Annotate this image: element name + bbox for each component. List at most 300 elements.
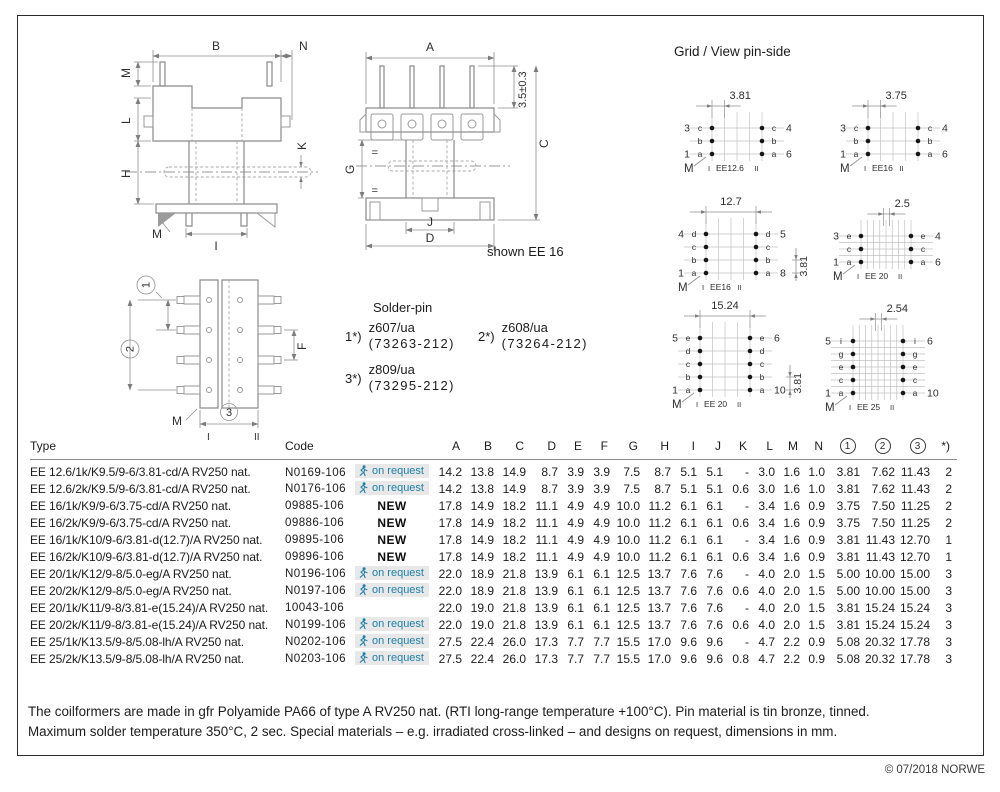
on-request-badge[interactable] <box>355 464 429 478</box>
svg-text:8: 8 <box>780 267 786 280</box>
cell-value: 8.7 <box>541 465 558 479</box>
on-request-label: on request <box>372 566 424 579</box>
svg-text:c: c <box>765 242 771 252</box>
svg-text:EE 25: EE 25 <box>857 402 881 412</box>
running-man-icon <box>358 618 368 630</box>
svg-text:d: d <box>765 229 771 239</box>
dim-label-K: K <box>295 141 309 150</box>
cell-value: - <box>745 634 749 649</box>
table-header-row <box>30 438 957 460</box>
cell-value: 22.4 <box>470 651 494 666</box>
cell-value: 18.2 <box>502 515 526 530</box>
svg-text:g: g <box>838 349 844 359</box>
cell-value: 6.1 <box>567 617 584 632</box>
cell-code: N0203-106 <box>285 652 346 665</box>
svg-text:a: a <box>853 149 859 159</box>
cell-value: 3 <box>945 600 952 615</box>
svg-text:d: d <box>691 229 697 239</box>
equals-mark-1: = <box>371 147 378 159</box>
svg-text:c: c <box>920 244 926 254</box>
table-row <box>30 565 957 582</box>
dim-label-C: C <box>537 139 551 148</box>
on-request-label: on request <box>372 481 424 494</box>
cell-value: 0.6 <box>732 617 749 632</box>
on-request-label: on request <box>372 651 424 664</box>
col-header-K: K <box>728 438 754 460</box>
cell-value: 3 <box>945 566 952 581</box>
cell-value: 6.1 <box>567 583 584 598</box>
cell-value: 7.7 <box>593 651 610 666</box>
cell-badge <box>349 582 435 599</box>
cell-value: 3.75 <box>836 498 860 513</box>
svg-text:6: 6 <box>774 332 780 345</box>
svg-text:4: 4 <box>942 122 948 135</box>
svg-text:3.75: 3.75 <box>885 90 907 102</box>
cell-value: 1.0 <box>808 465 825 479</box>
cell-value: 1 <box>945 549 952 564</box>
cell-type: EE 16/1k/K9/9-6/3.75-cd/A RV250 nat. <box>30 498 231 513</box>
solder-pin-item <box>345 362 455 395</box>
cell-value: 5.1 <box>680 465 697 479</box>
cell-value: 5.08 <box>836 634 860 649</box>
cell-value: 17.78 <box>900 634 931 649</box>
cell-value: 10.0 <box>616 498 640 513</box>
cell-value: 3.9 <box>593 465 610 479</box>
cell-value: 14.2 <box>438 481 462 496</box>
cell-value: 13.7 <box>647 617 671 632</box>
cell-value: 19.0 <box>470 617 494 632</box>
svg-text:b: b <box>697 136 703 146</box>
cell-value: 0.9 <box>808 549 825 564</box>
cell-value: 2 <box>945 515 952 530</box>
svg-text:2.54: 2.54 <box>886 303 909 315</box>
svg-text:b: b <box>685 372 691 382</box>
col-header-star: *) <box>935 438 957 460</box>
cell-type: EE 16/2k/K9/9-6/3.75-cd/A RV250 nat. <box>30 515 231 530</box>
svg-text:M: M <box>684 163 694 175</box>
cell-type: EE 20/2k/K12/9-8/5.0-eg/A RV250 nat. <box>30 583 232 598</box>
solder-name: z608/ua <box>501 320 548 335</box>
cell-value: 5.00 <box>836 583 860 598</box>
svg-text:c: c <box>771 123 777 133</box>
cell-value: 17.3 <box>534 651 558 666</box>
cell-value: 3 <box>945 617 952 632</box>
svg-text:d: d <box>685 346 691 356</box>
cell-value: - <box>745 566 749 581</box>
cell-value: 11.25 <box>900 498 930 513</box>
cell-value: 14.9 <box>470 549 494 564</box>
cell-value: 14.9 <box>470 532 494 547</box>
cell-value: 17.3 <box>534 634 558 649</box>
svg-text:a: a <box>765 268 771 278</box>
solder-name: z809/ua <box>368 362 415 377</box>
svg-text:4: 4 <box>678 228 684 241</box>
cell-value: 12.5 <box>616 583 640 598</box>
cell-value: 6.1 <box>593 583 610 598</box>
cell-value: 0.9 <box>808 515 825 530</box>
cell-value: 6.1 <box>680 498 697 513</box>
cell-value: 1 <box>945 532 952 547</box>
shown-variant-label: shown EE 16 <box>487 244 564 259</box>
dim-label-M-bottom: M <box>152 227 162 241</box>
grid-diagram-ee12-6 <box>650 82 822 185</box>
cell-value: 14.9 <box>470 498 494 513</box>
cell-value: 5.00 <box>836 566 860 581</box>
svg-text:e: e <box>838 362 844 372</box>
cell-value: 2 <box>945 498 952 513</box>
svg-text:c: c <box>759 359 765 369</box>
cell-value: 9.6 <box>680 634 697 649</box>
cell-code: 10043-106 <box>285 601 345 614</box>
svg-text:M: M <box>672 399 682 411</box>
cell-value: 6.1 <box>593 566 610 581</box>
svg-text:EE12.6: EE12.6 <box>716 163 744 173</box>
col-header-H: H <box>645 438 676 460</box>
solder-code: (73264-212) <box>501 336 588 352</box>
cell-value: 1.6 <box>783 498 800 513</box>
table-row <box>30 599 957 616</box>
cell-value: 8.7 <box>654 465 671 479</box>
cell-value: 12.70 <box>900 549 931 564</box>
cell-value: 13.7 <box>647 583 671 598</box>
cell-value: 0.9 <box>808 651 825 666</box>
cell-value: 2.0 <box>783 617 800 632</box>
solder-ref: 3*) <box>345 370 362 386</box>
new-badge: NEW <box>377 532 407 547</box>
cell-value: 17.8 <box>438 515 462 530</box>
svg-text:6: 6 <box>935 256 941 269</box>
dim-label-F: F <box>295 342 309 350</box>
drawing-pin-side-view <box>112 252 342 442</box>
cell-value: 13.7 <box>647 566 671 581</box>
on-request-badge[interactable] <box>355 634 429 648</box>
solder-pin-item <box>345 320 455 353</box>
svg-text:c: c <box>912 375 918 385</box>
cell-value: 27.5 <box>438 651 462 666</box>
cell-value: 6.1 <box>706 532 723 547</box>
cell-value: 21.8 <box>502 600 526 615</box>
cell-value: 12.5 <box>616 566 640 581</box>
svg-text:EE16: EE16 <box>872 163 893 173</box>
svg-text:5: 5 <box>672 332 678 345</box>
dim-label-N: N <box>299 39 308 53</box>
cell-value: 6.1 <box>593 600 610 615</box>
cell-value: 2.2 <box>783 651 800 666</box>
cell-value: 3.4 <box>758 532 775 547</box>
cell-value: 22.0 <box>438 600 462 615</box>
cell-value: 3.81 <box>836 532 860 547</box>
cell-value: 3 <box>945 651 952 666</box>
cell-value: 4.9 <box>567 532 584 547</box>
cell-value: 4.9 <box>567 549 584 564</box>
cell-value: 1.6 <box>783 465 800 479</box>
cell-value: 7.62 <box>871 481 895 496</box>
cell-value: 18.2 <box>502 498 526 513</box>
cell-badge <box>349 531 435 548</box>
circled-dim-3: 3 <box>225 407 233 419</box>
cell-value: 7.50 <box>871 498 895 513</box>
cell-value: 22.0 <box>438 617 462 632</box>
new-badge: NEW <box>377 549 407 564</box>
cell-value: 3.81 <box>836 617 860 632</box>
svg-text:1: 1 <box>840 148 846 161</box>
svg-text:15.24: 15.24 <box>711 300 739 312</box>
cell-value: 22.0 <box>438 566 462 581</box>
svg-text:b: b <box>771 136 777 146</box>
svg-text:a: a <box>759 385 765 395</box>
dimension-table-container <box>30 438 957 667</box>
cell-value: 11.25 <box>900 515 930 530</box>
cell-value: 21.8 <box>502 566 526 581</box>
cell-value: 11.2 <box>648 549 671 564</box>
cell-value: 7.6 <box>706 583 723 598</box>
cell-value: 3.75 <box>836 515 860 530</box>
table-row <box>30 650 957 667</box>
solder-ref: 2*) <box>478 328 495 344</box>
cell-value: 20.32 <box>865 651 896 666</box>
cell-value: 12.70 <box>900 532 931 547</box>
col-header-N: N <box>805 438 830 460</box>
cell-value: 1.5 <box>808 583 825 598</box>
cell-value: 26.0 <box>502 634 526 649</box>
svg-text:5: 5 <box>825 335 831 348</box>
cell-value: 7.6 <box>706 617 723 632</box>
cell-value: 4.9 <box>593 515 610 530</box>
cell-code: N0169-106 <box>285 465 346 479</box>
solder-code: (73263-212) <box>368 336 455 352</box>
cell-value: 0.9 <box>808 634 825 649</box>
cell-value: 6.1 <box>706 515 723 530</box>
cell-value: 7.50 <box>871 515 895 530</box>
copyright-footer: © 07/2018 NORWE <box>884 764 985 776</box>
solder-pin-item <box>478 320 588 353</box>
cell-code: N0176-106 <box>285 482 346 495</box>
cell-value: 2 <box>945 465 952 479</box>
solder-name: z607/ua <box>368 320 415 335</box>
svg-text:i: i <box>840 336 842 346</box>
cell-value: 17.8 <box>438 549 462 564</box>
on-request-badge[interactable] <box>355 481 429 495</box>
svg-text:I: I <box>696 400 699 409</box>
cell-value: 10.00 <box>865 583 896 598</box>
col-header-C: C <box>499 438 531 460</box>
cell-value: 19.0 <box>470 600 494 615</box>
cell-value: 1.6 <box>783 532 800 547</box>
cell-value: 7.5 <box>623 465 640 479</box>
cell-value: 3.4 <box>758 549 775 564</box>
col-header-circled-1: 1 <box>830 438 865 460</box>
cell-value: 20.32 <box>865 634 896 649</box>
table-row <box>30 497 957 514</box>
cell-value: 13.8 <box>470 481 494 496</box>
svg-text:EE 20: EE 20 <box>865 271 889 281</box>
cell-value: 3.9 <box>567 465 584 479</box>
cell-value: 13.9 <box>534 600 558 615</box>
svg-text:c: c <box>853 123 859 133</box>
cell-value: 6.1 <box>680 532 697 547</box>
col-header-L: L <box>754 438 780 460</box>
svg-text:I: I <box>708 164 711 173</box>
cell-value: 13.9 <box>534 617 558 632</box>
cell-value: 7.6 <box>680 600 697 615</box>
cell-value: 15.24 <box>865 617 896 632</box>
on-request-badge[interactable] <box>355 651 429 665</box>
col-header-A: A <box>435 438 467 460</box>
svg-text:c: c <box>697 123 703 133</box>
cell-value: 3.81 <box>836 465 860 479</box>
cell-value: 7.5 <box>623 481 640 496</box>
cell-value: 0.8 <box>732 651 749 666</box>
cell-badge <box>349 599 435 616</box>
cell-value: 2.0 <box>783 566 800 581</box>
cell-value: - <box>745 600 749 615</box>
col-header-J: J <box>702 438 728 460</box>
table-row <box>30 514 957 531</box>
cell-value: 3 <box>945 583 952 598</box>
svg-text:EE16: EE16 <box>710 282 731 292</box>
grid-diagram-ee20-wide <box>638 292 810 421</box>
dim-label-I: I <box>214 239 218 252</box>
cell-value: 22.0 <box>438 583 462 598</box>
cell-value: 17.0 <box>647 651 671 666</box>
svg-text:3: 3 <box>833 230 839 243</box>
svg-text:12.7: 12.7 <box>720 196 742 208</box>
svg-text:a: a <box>771 149 777 159</box>
cell-value: - <box>745 498 749 513</box>
cell-value: 9.6 <box>706 634 723 649</box>
cell-value: 5.1 <box>706 481 723 496</box>
svg-text:II: II <box>737 400 742 409</box>
cell-value: 12.5 <box>616 617 640 632</box>
cell-value: 4.9 <box>567 515 584 530</box>
cell-value: 11.2 <box>648 532 671 547</box>
cell-value: 7.6 <box>706 600 723 615</box>
cell-value: 11.43 <box>865 549 895 564</box>
cell-value: 0.6 <box>732 481 749 496</box>
svg-text:3.81: 3.81 <box>729 90 751 102</box>
cell-value: 18.2 <box>502 532 526 547</box>
table-row <box>30 460 957 481</box>
cell-value: 4.9 <box>593 532 610 547</box>
cell-value: 10.0 <box>616 515 640 530</box>
svg-text:b: b <box>853 136 859 146</box>
cell-badge <box>349 548 435 565</box>
col-header-circled-2: 2 <box>865 438 900 460</box>
col-header-M: M <box>780 438 805 460</box>
cell-value: 11.43 <box>900 465 930 479</box>
cell-type: EE 20/1k/K12/9-8/5.0-eg/A RV250 nat. <box>30 566 232 581</box>
cell-value: 17.8 <box>438 498 462 513</box>
cell-value: 5.08 <box>836 651 860 666</box>
svg-text:2.5: 2.5 <box>894 198 910 210</box>
cell-value: 2.0 <box>783 583 800 598</box>
table-row <box>30 480 957 497</box>
cell-value: 11.1 <box>535 532 558 547</box>
drawing-front-view <box>318 36 553 254</box>
cell-value: 3.81 <box>836 549 860 564</box>
on-request-badge[interactable] <box>355 583 429 597</box>
cell-value: 11.43 <box>865 532 895 547</box>
cell-value: 13.9 <box>534 566 558 581</box>
cell-value: 1.5 <box>808 566 825 581</box>
svg-text:6: 6 <box>786 148 792 161</box>
on-request-label: on request <box>372 617 424 630</box>
new-badge: NEW <box>377 498 407 513</box>
cell-value: 13.7 <box>647 600 671 615</box>
cell-value: 15.00 <box>900 566 931 581</box>
cell-value: 2.2 <box>783 634 800 649</box>
table-row <box>30 582 957 599</box>
svg-text:e: e <box>685 333 691 343</box>
cell-value: 14.9 <box>502 465 526 479</box>
new-badge: NEW <box>377 515 407 530</box>
cell-value: 4.9 <box>593 498 610 513</box>
cell-value: 15.00 <box>900 583 931 598</box>
on-request-badge[interactable] <box>355 566 429 580</box>
col-header-F: F <box>589 438 615 460</box>
dim-label-M-top: M <box>119 68 133 78</box>
cell-value: 10.00 <box>865 566 896 581</box>
svg-text:a: a <box>846 257 852 267</box>
cell-value: 8.7 <box>541 481 558 496</box>
cell-value: 27.5 <box>438 634 462 649</box>
svg-text:a: a <box>697 149 703 159</box>
svg-text:a: a <box>927 149 933 159</box>
cell-type: EE 25/1k/K13.5/9-8/5.08-lh/A RV250 nat. <box>30 634 245 649</box>
cell-type: EE 12.6/2k/K9.5/9-6/3.81-cd/A RV250 nat. <box>30 481 251 496</box>
cell-value: 0.6 <box>732 515 749 530</box>
cell-value: 11.1 <box>535 515 558 530</box>
cell-code: N0202-106 <box>285 635 346 648</box>
cell-type: EE 20/2k/K11/9-8/3.81-e(15.24)/A RV250 nat. <box>30 617 269 632</box>
cell-badge <box>349 460 435 481</box>
on-request-badge[interactable] <box>355 617 429 631</box>
cell-value: 12.5 <box>616 600 640 615</box>
svg-text:M: M <box>825 402 835 414</box>
svg-text:e: e <box>846 231 852 241</box>
col-header-code: Code <box>285 438 349 460</box>
svg-text:1: 1 <box>825 387 831 400</box>
svg-text:e: e <box>759 333 765 343</box>
cell-value: 3.81 <box>836 481 860 496</box>
svg-text:M: M <box>840 163 850 175</box>
cell-value: 15.5 <box>616 634 640 649</box>
cell-value: 21.8 <box>502 583 526 598</box>
cell-value: 1.6 <box>783 549 800 564</box>
table-row <box>30 548 957 565</box>
col-header-I: I <box>676 438 702 460</box>
col-header-E: E <box>563 438 589 460</box>
svg-text:II: II <box>898 272 903 281</box>
dim-label-H: H <box>119 169 133 178</box>
cell-value: 18.9 <box>470 566 494 581</box>
on-request-label: on request <box>372 583 424 596</box>
cell-value: 8.7 <box>654 481 671 496</box>
cell-value: 4.0 <box>758 617 775 632</box>
cell-value: 15.24 <box>900 617 931 632</box>
cell-value: 3.4 <box>758 498 775 513</box>
cell-value: 2.0 <box>783 600 800 615</box>
cell-value: 4.0 <box>758 583 775 598</box>
svg-text:M: M <box>678 282 688 294</box>
svg-text:i: i <box>914 336 916 346</box>
svg-text:a: a <box>920 257 926 267</box>
cell-value: 10.0 <box>616 532 640 547</box>
cell-value: 22.4 <box>470 634 494 649</box>
svg-text:M: M <box>833 271 843 283</box>
solder-pin-section <box>345 300 635 400</box>
cell-value: 26.0 <box>502 651 526 666</box>
